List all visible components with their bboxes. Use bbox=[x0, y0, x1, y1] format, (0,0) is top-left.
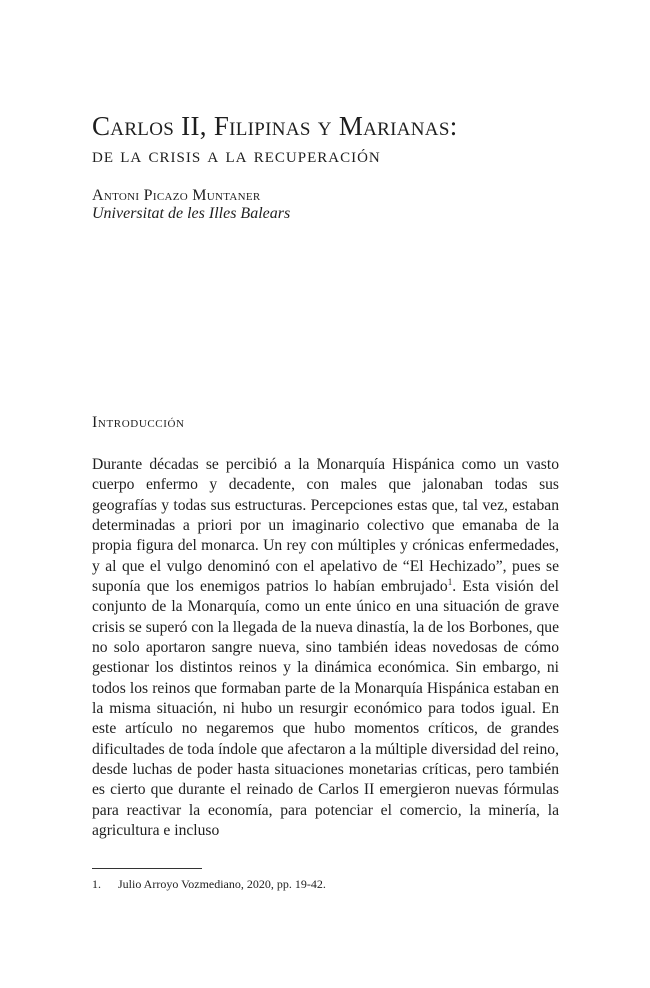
paragraph-text-part-2: . Esta visión del conjunto de la Monarquía, como un ente único en una situación de grave crisis se superó con la llegada de la nueva dinastía, la de los Borbones, que no solo aportaron sangre nueva, sino también ideas novedosas de cómo gestionar los distintos reinos y la dinámica económica. Sin embargo, ni todos los reinos que formaban parte de la Monarquía Hispánica estaban en la misma situación, ni hubo un resurgir económico para todos igual. En este artículo no negaremos que hubo momentos críticos, de grandes dificultades de toda índole que afectaron a la múltiple diversidad del reino, desde luchas de poder hasta situaciones monetarias críticas, pero también es cierto que durante el reinado de Carlos II emergieron nuevas fórmulas para reactivar la economía, para potenciar el comercio, la minería, la agricultura e incluso bbox=[92, 577, 559, 839]
article-title: Carlos II, Filipinas y Marianas: bbox=[92, 111, 458, 141]
section-heading: Introducción bbox=[92, 414, 185, 431]
author-affiliation: Universitat de les Illes Balears bbox=[92, 205, 291, 222]
footnote-number: 1. bbox=[92, 877, 101, 891]
body-paragraph bbox=[92, 455, 559, 841]
footnote-reference[interactable]: 1 bbox=[447, 576, 453, 587]
footnote bbox=[92, 876, 559, 892]
author-name: Antoni Picazo Muntaner bbox=[92, 187, 261, 204]
footnote-text: Julio Arroyo Vozmediano, 2020, pp. 19-42. bbox=[118, 877, 326, 891]
article-subtitle: de la crisis a la recuperación bbox=[92, 143, 381, 167]
paragraph-text-part-1: Durante décadas se percibió a la Monarquía Hispánica como un vasto cuerpo enfermo y decadente, con males que jalonaban todas sus geografías y todas sus estructuras. Percepciones estas que, tal vez, estaban determinadas a priori por un imaginario colectivo que emanaba de la propia figura del monarca. Un rey con múltiples y crónicas enfermedades, y al que el vulgo denominó con el apelativo de “El Hechizado”, pues se suponía que los enemigos patrios lo habían embrujado bbox=[92, 456, 559, 595]
footnote-divider bbox=[92, 868, 202, 869]
